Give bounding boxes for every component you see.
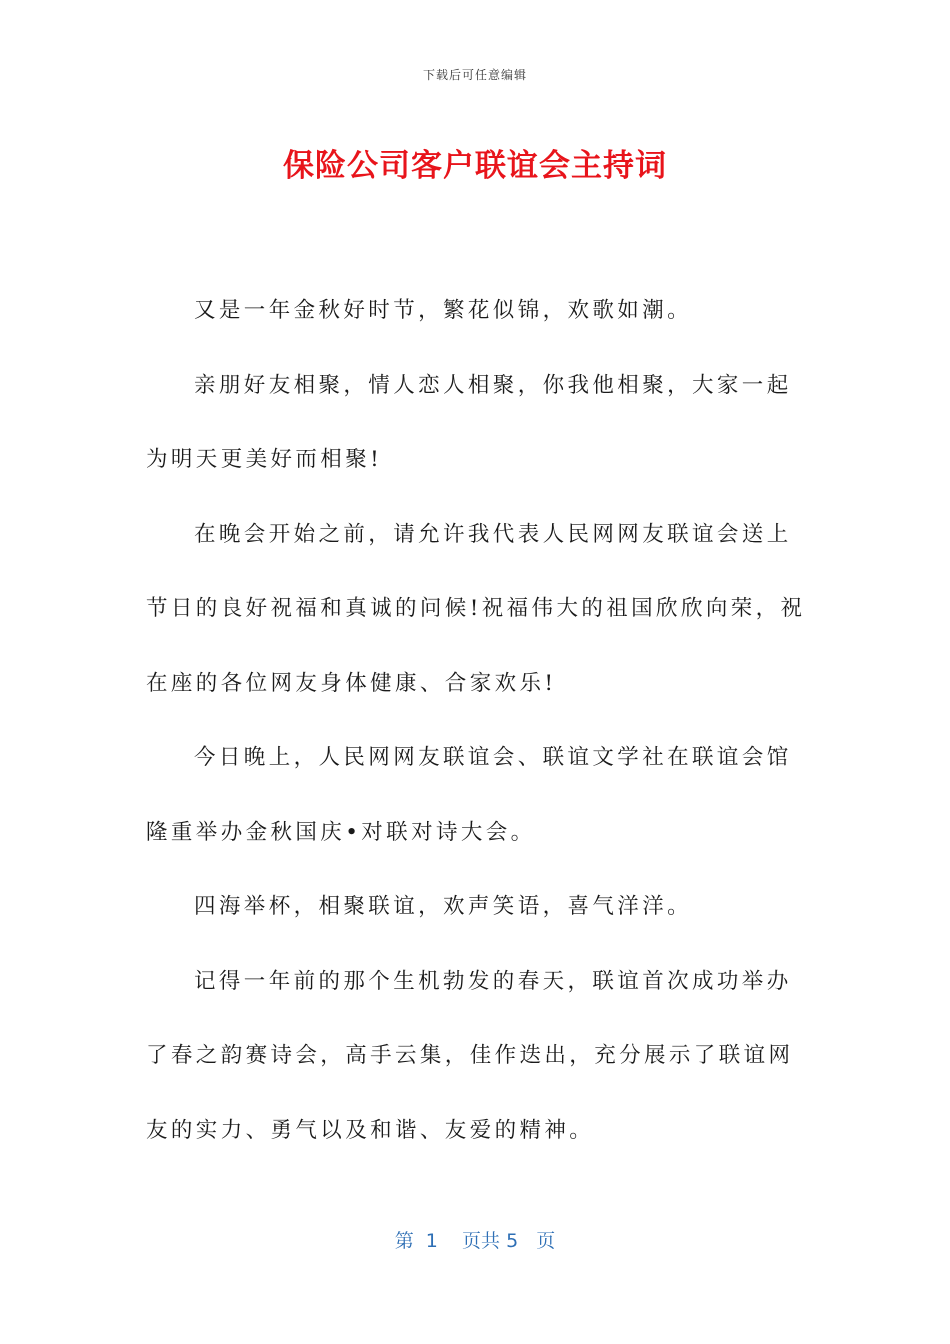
paragraph: 四海举杯，相聚联谊，欢声笑语，喜气洋洋。 <box>194 894 693 919</box>
paragraph: 亲朋好友相聚，情人恋人相聚，你我他相聚，大家一起为明天更美好而相聚! <box>146 372 792 472</box>
paragraph: 在晚会开始之前，请允许我代表人民网网友联谊会送上节日的良好祝福和真诚的问候!祝福伟大的祖国欣欣向荣，祝在座的各位网友身体健康、合家欢乐! <box>146 521 806 696</box>
header-note: 下载后可任意编辑 <box>422 68 527 82</box>
document-body <box>146 274 806 1168</box>
document-title: 保险公司客户联谊会主持词 <box>283 148 667 184</box>
paragraph: 记得一年前的那个生机勃发的春天，联谊首次成功举办了春之韵赛诗会，高手云集，佳作迭出，充分展示了联谊网友的实力、勇气以及和谐、友爱的精神。 <box>146 968 794 1143</box>
page-number-footer: 第 1 页共 5 页 <box>394 1230 556 1252</box>
paragraph: 今日晚上，人民网网友联谊会、联谊文学社在联谊会馆隆重举办金秋国庆•对联对诗大会。 <box>146 745 792 845</box>
paragraph: 又是一年金秋好时节，繁花似锦，欢歌如潮。 <box>194 298 693 323</box>
